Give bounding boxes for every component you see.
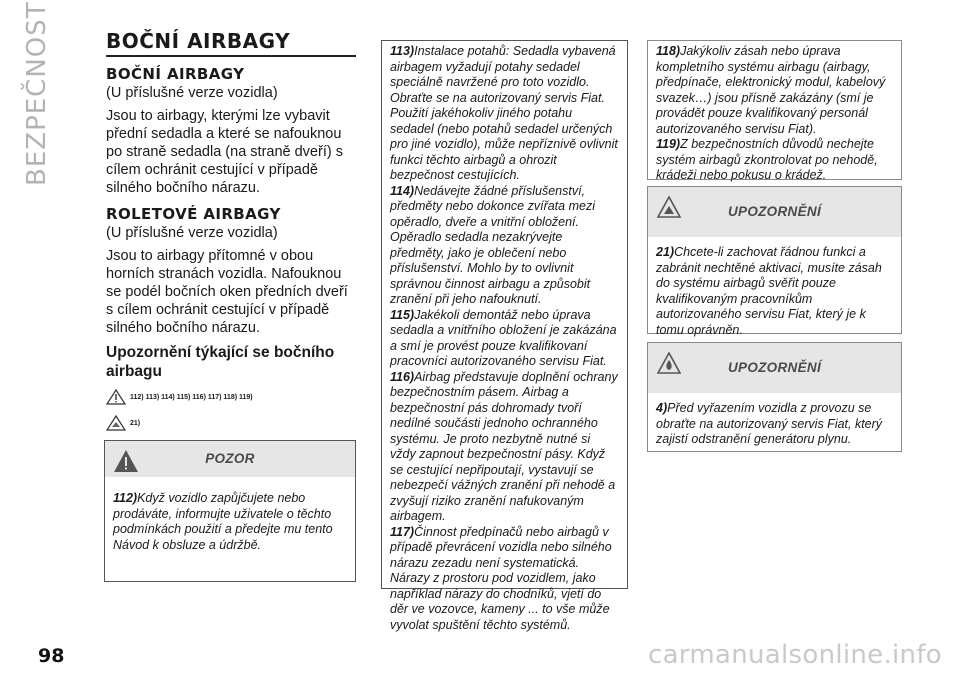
page-title: BOČNÍ AIRBAGY	[106, 30, 356, 57]
warnings-box-middle	[381, 40, 628, 632]
note-text: Jakékoli demontáž nebo úprava sedadla a vnitřního obložení je zakázána a smí je provést pouze kvalifikovaní pracovníci autorizovaného servisu Fiat.	[390, 307, 617, 368]
page-number: 98	[38, 645, 65, 667]
note-text: Když vozidlo zapůjčujete nebo prodáváte, informujte uživatele o těchto podmínkách použití a předejte mu tento Návod k obsluze a údržbě.	[113, 491, 333, 552]
upozorneni-header	[648, 343, 901, 393]
note-text: Z bezpečnostních důvodů nechejte systém airbagů zkontrolovat po nehodě, krádeži nebo pokusu o krádež.	[656, 137, 878, 182]
warning-item	[390, 44, 619, 184]
upozorneni-box-1	[647, 186, 902, 337]
note-number: 114)	[390, 183, 415, 198]
upozorneni-text-block	[648, 245, 901, 338]
warning-item	[390, 184, 619, 308]
section-heading-curtain-airbags: ROLETOVÉ AIRBAGY	[106, 205, 281, 223]
warning-item	[656, 44, 893, 137]
note-text: Airbag představuje doplnění ochrany bezpečnostním pásem. Airbag a bezpečnostní pás dohromady tvoří nedílné součásti jednoho ochranného systému. Je proto nezbytně nutné si vždy zapnout bezpečnostní pásy. Když se cestující nepřipoutají, vystavují se nebezpečí vážných zranění při nehodě a zvyšují riziko zranění nafukovaným airbagem.	[390, 369, 618, 523]
reference-row	[106, 387, 356, 407]
note-number: 21)	[656, 245, 675, 259]
warning-triangle-icon	[113, 449, 139, 473]
warning-item	[390, 370, 619, 525]
reference-numbers: 21)	[130, 419, 141, 427]
reference-row	[106, 413, 356, 433]
warning-item	[390, 525, 619, 634]
note-text: Chcete-li zachovat řádnou funkci a zabránit nechtěné aktivaci, musíte zásah do systému airbagů svěřit pouze kvalifikovaným pracovníkům autorizovaného servisu Fiat, který je k tomu oprávněn.	[656, 245, 882, 337]
warning-triangle-icon	[656, 195, 682, 219]
watermark: carmanualsonline.info	[647, 640, 942, 670]
note-text: Před vyřazením vozidla z provozu se obraťte na autorizovaný servis Fiat, který zajistí odstranění generátoru plynu.	[656, 401, 883, 446]
upozorneni-title: UPOZORNĚNÍ	[727, 204, 821, 219]
note-text: Instalace potahů: Sedadla vybavená airbagem vyžadují potahy sedadel speciálně navržené pro toto vozidlo. Obraťte se na autorizovaný servis Fiat. Použití jakéhokoliv jiného potahu sedadel (nebo potahů sedadel určených pro jiné vozidlo), může nepříznivě ovlivnit funkci těchto airbagů a ohrozit bezpečnost cestujících.	[390, 44, 618, 182]
pozor-header	[105, 441, 355, 477]
warning-item	[390, 308, 619, 370]
note-text: Nedávejte žádné příslušenství, předměty nebo dokonce zvířata mezi opěradlo, dveře a vnitřní obložení. Opěradlo sedadla nezakrývejte předměty, jako je oblečení nebo příslušenství. Mohlo by to ovlivnit správnou činnost airbagu a způsobit zranění při jeho nafouknutí.	[390, 183, 595, 306]
section-side-label: BEZPEČNOST	[22, 1, 52, 186]
note-number: 113)	[390, 44, 415, 58]
note-number: 4)	[656, 401, 668, 415]
pozor-box	[104, 440, 356, 582]
note-number: 119)	[656, 137, 681, 151]
reference-numbers: 112) 113) 114) 115) 116) 117) 118) 119)	[130, 393, 253, 401]
warnings-list	[382, 41, 627, 633]
note-text: Jakýkoliv zásah nebo úprava kompletního systému airbagu (airbagy, předpínače, elektronický modul, kabelový svazek…) jsou přísně zakázány (smí je provádět pouze kvalifikovaný personál autorizovaného servisu Fiat).	[656, 44, 886, 136]
warnings-list	[648, 41, 901, 184]
note-number: 118)	[656, 44, 681, 58]
warning-item	[656, 137, 893, 184]
main-column	[106, 30, 356, 459]
note-text: Činnost předpínačů nebo airbagů v případě převrácení vozidla nebo silného nárazu zezadu není systematická. Nárazy z prostoru pod vozidlem, jako například nárazy do chodníků, vjetí do děr ve vozovce, kameny ... to vše může vyvolat spuštění těchto systémů.	[390, 524, 612, 632]
note-number: 117)	[390, 524, 415, 539]
pozor-text-block	[105, 491, 355, 553]
section-note: (U příslušné verze vozidla)	[106, 225, 278, 241]
section-text: Jsou to airbagy přítomné v obou horních stranách vozidla. Nafouknou se podél bočních oken předních dveří s cílem ochránit cestující v případě silného bočního nárazu.	[106, 248, 348, 336]
note-number: 116)	[390, 369, 415, 384]
upozorneni-box-2	[647, 342, 902, 452]
warning-triangle-icon	[106, 415, 126, 431]
warnings-subheading: Upozornění týkající se bočního airbagu	[106, 344, 335, 380]
section-heading-side-airbags: BOČNÍ AIRBAGY	[106, 65, 245, 83]
upozorneni-title: UPOZORNĚNÍ	[727, 360, 821, 375]
note-number: 115)	[390, 307, 415, 322]
upozorneni-header	[648, 187, 901, 237]
environment-icon	[656, 351, 682, 375]
section-text: Jsou to airbagy, kterými lze vybavit přední sedadla a které se nafouknou po straně sedadla (na straně dveří) s cílem ochránit cestující v případě silného bočního nárazu.	[106, 108, 343, 196]
warnings-box-right	[647, 40, 902, 180]
pozor-title: POZOR	[205, 451, 255, 466]
section-note: (U příslušné verze vozidla)	[106, 85, 278, 101]
note-number: 112)	[113, 491, 138, 505]
upozorneni-text-block	[648, 401, 901, 448]
warning-triangle-icon	[106, 389, 126, 405]
